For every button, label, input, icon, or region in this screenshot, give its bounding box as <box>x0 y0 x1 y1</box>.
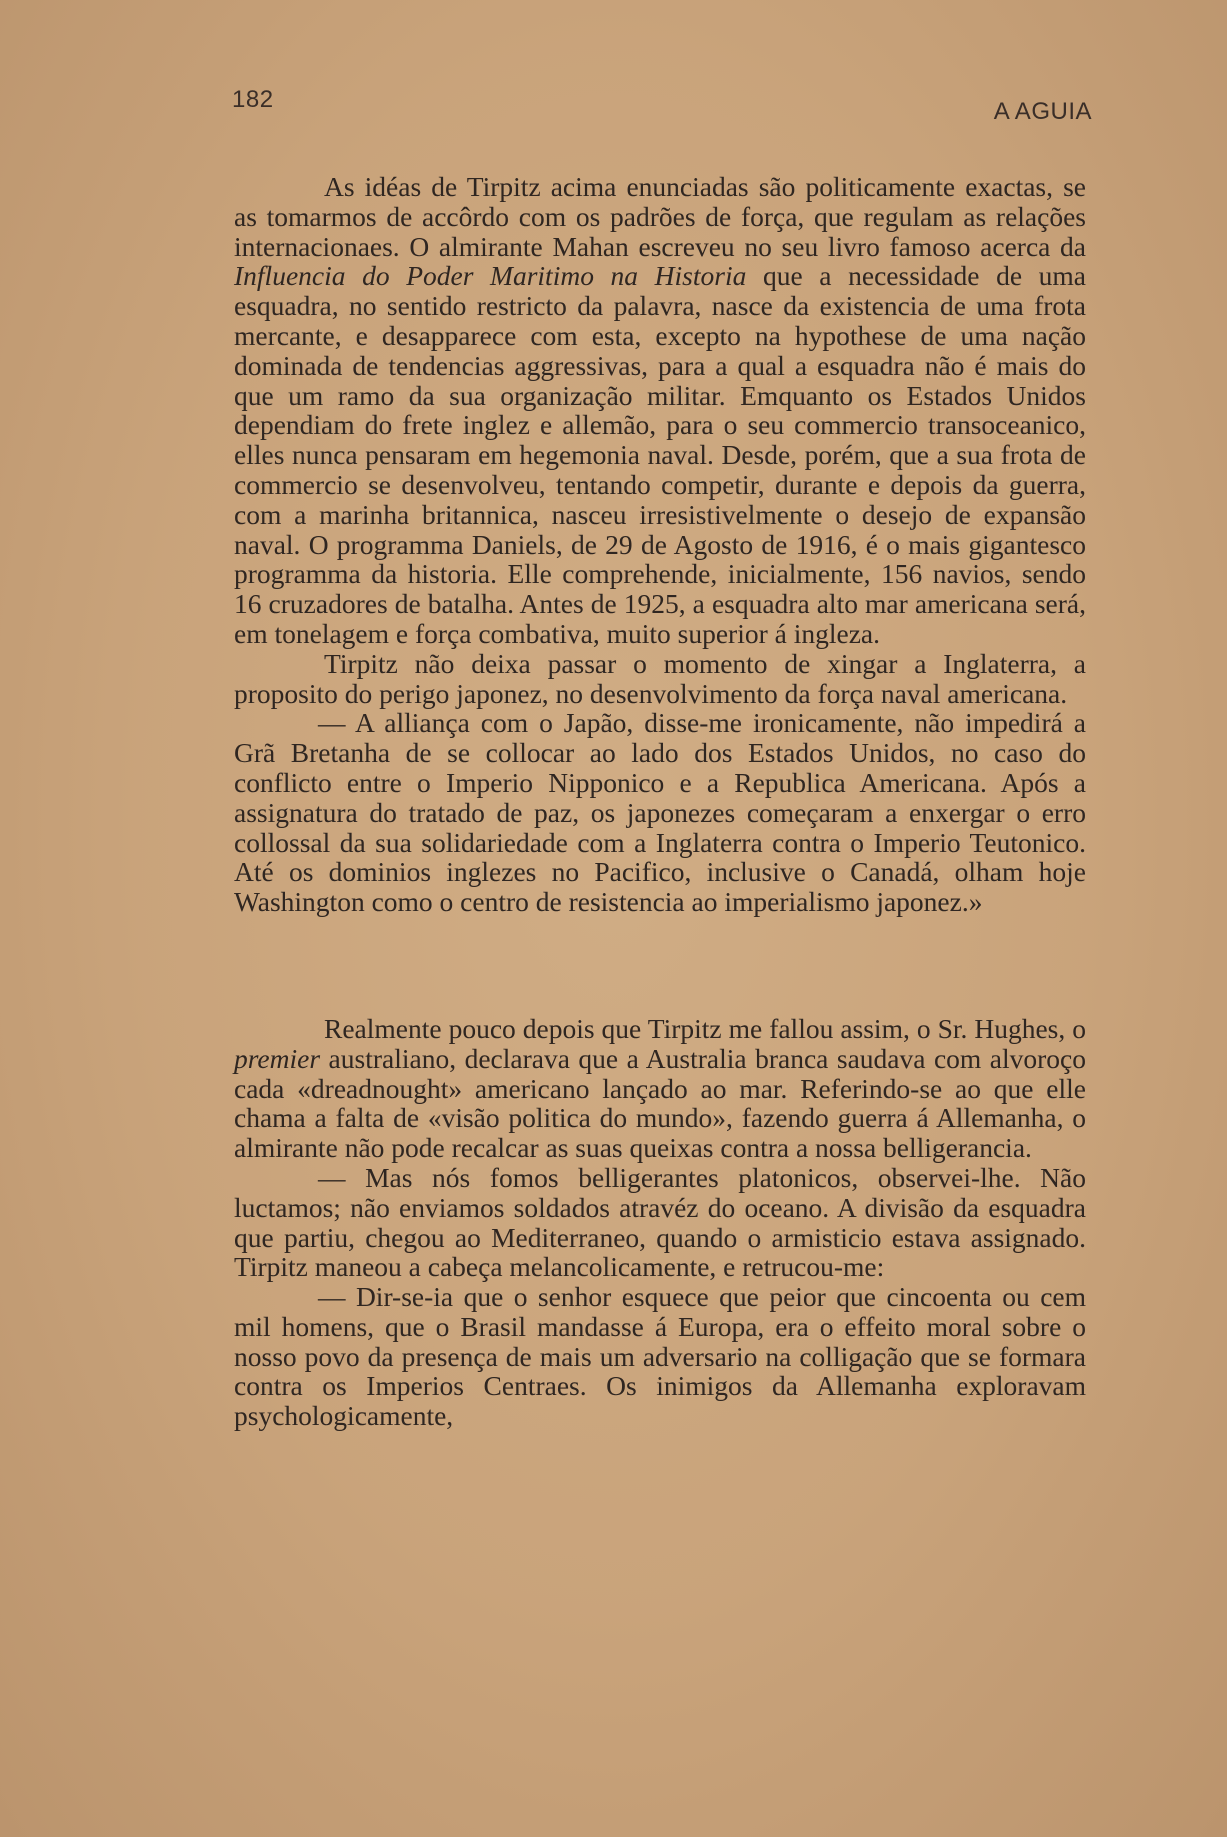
book-title: Influencia do Poder Maritimo na Historia <box>234 260 747 292</box>
paragraph-text: que a necessidade de uma esquadra, no sentido restricto da palavra, nasce da existencia de uma frota mercante, e desapparece com esta, excepto na hypothese de uma nação dominada de tendencias aggressivas, para a qual a esquadra não é mais do que um ramo da sua organização militar. Emquanto os Estados Unidos dependiam do frete inglez e allemão, para o seu commercio transoceanico, elles nunca pensaram em hegemonia naval. Desde, porém, que a sua frota de commercio se desenvolveu, tentando competir, durante e depois da guerra, com a marinha britannica, nasceu irresistivelmente o desejo de expansão naval. O programma Daniels, de 29 de Agosto de 1916, é o mais gigantesco programma da historia. Elle comprehende, inicialmente, 156 navios, sendo 16 cruzadores de batalha. Antes de 1925, a esquadra alto mar americana será, em tonelagem e força combativa, muito superior á ingleza. <box>234 260 1086 649</box>
paragraph-text: australiano, declarava que a Australia branca saudava com alvoroço cada «dreadnought» americano lançado ao mar. Referindo-se ao que elle chama a falta de «visão politica do mundo», fazendo guerra á Allemanha, o almirante não pode recalcar as suas queixas contra a nossa belligerancia. <box>234 1042 1086 1164</box>
page-number: 182 <box>232 86 274 113</box>
dialogue-paragraph: — Mas nós fomos belligerantes platonicos, observei-lhe. Não luctamos; não enviamos soldados atravéz do oceano. A divisão da esquadra que partiu, chegou ao Mediterraneo, quando o armisticio estava assignado. Tirpitz maneou a cabeça melancolicamente, e retrucou-me: <box>234 1161 1086 1283</box>
running-title: A AGUIA <box>993 98 1092 125</box>
italic-word: premier <box>234 1042 321 1074</box>
paragraph: Tirpitz não deixa passar o momento de xingar a Inglaterra, a proposito do perigo japonez, no desenvolvimento da força naval americana. <box>234 647 1086 709</box>
paragraph-text: Realmente pouco depois que Tirpitz me fallou assim, o Sr. Hughes, o <box>324 1012 1086 1044</box>
body-text <box>234 172 1086 1431</box>
section-gap <box>234 917 1086 1014</box>
dialogue-paragraph: — A alliança com o Japão, disse-me ironicamente, não impedirá a Grã Bretanha de se collocar ao lado dos Estados Unidos, no caso do conflicto entre o Imperio Nipponico e a Republica Americana. Após a assignatura do tratado de paz, os japonezes começaram a enxergar o erro collossal da sua solidariedade com a Inglaterra contra o Imperio Teutonico. Até os dominios inglezes no Pacifico, inclusive o Canadá, olham hoje Washington como o centro de resistencia ao imperialismo japonez.» <box>234 707 1086 918</box>
paragraph <box>234 1014 1086 1163</box>
paragraph-text: As idéas de Tirpitz acima enunciadas são politicamente exactas, se as tomarmos de accôrdo com os padrões de força, que regulam as relações internacionaes. O almirante Mahan escreveu no seu livro famoso acerca da <box>234 171 1086 262</box>
dialogue-paragraph: — Dir-se-ia que o senhor esquece que peior que cincoenta ou cem mil homens, que o Brasil mandasse á Europa, era o effeito moral sobre o nosso povo da presença de mais um adversario na colligação que se formara contra os Imperios Centraes. Os inimigos da Allemanha exploravam psychologicamente, <box>234 1281 1086 1432</box>
page-header <box>232 86 1092 126</box>
paragraph <box>234 172 1086 649</box>
